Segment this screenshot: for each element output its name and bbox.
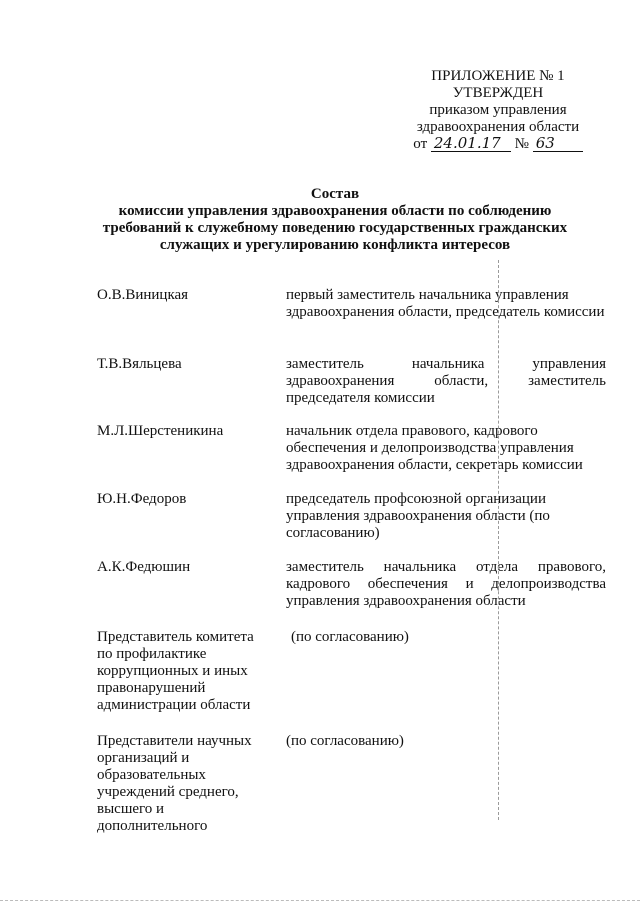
approved-label: УТВЕРЖДЕН (452, 85, 544, 101)
appendix-label: ПРИЛОЖЕНИЕ № 1 (431, 68, 565, 84)
date-prefix: от (413, 136, 428, 152)
member-role: первый заместитель начальника управления здравоохранения области, председатель комиссии (286, 287, 605, 320)
title-line-1: Состав (310, 186, 360, 202)
member-role: начальник отдела правового, кадрового обеспечения и делопроизводства управления здравоохранения области, секретарь комиссии (286, 423, 583, 473)
member-name: Представитель комитета по профилактике коррупционных и иных правонарушений администрации области (97, 629, 254, 713)
approval-header (398, 68, 598, 153)
order-line-2: здравоохранения области (416, 119, 580, 135)
member-name: А.К.Федюшин (97, 559, 191, 575)
handwritten-date: 24.01.17 (431, 136, 511, 152)
title-line-4: служащих и урегулированию конфликта интересов (159, 237, 511, 253)
document-title (90, 186, 580, 254)
member-name: О.В.Виницкая (97, 287, 189, 303)
member-name: Т.В.Вяльцева (97, 356, 182, 372)
scan-bottom-edge (0, 900, 640, 901)
member-role: (по согласованию) (291, 629, 409, 645)
member-name: Представители научных организаций и образовательных учреждений среднего, высшего и дополнительного (97, 733, 252, 834)
member-role: (по согласованию) (286, 733, 404, 749)
member-name: М.Л.Шерстеникина (97, 423, 224, 439)
member-role: заместитель начальника управления здравоохранения области, заместитель председателя комиссии (286, 356, 606, 406)
member-role: председатель профсоюзной организации управления здравоохранения области (по согласованию) (286, 491, 550, 541)
order-line-1: приказом управления (429, 102, 567, 118)
number-prefix: № (514, 136, 529, 152)
order-date-number (398, 136, 598, 153)
title-line-2: комиссии управления здравоохранения области по соблюдению (118, 203, 552, 219)
scan-fold-line (498, 260, 499, 820)
member-role: заместитель начальника отдела правового, кадрового обеспечения и делопроизводства управления здравоохранения области (286, 559, 606, 609)
handwritten-number: 63 (533, 136, 583, 152)
title-line-3: требований к служебному поведению государственных гражданских (102, 220, 568, 236)
member-name: Ю.Н.Федоров (97, 491, 187, 507)
